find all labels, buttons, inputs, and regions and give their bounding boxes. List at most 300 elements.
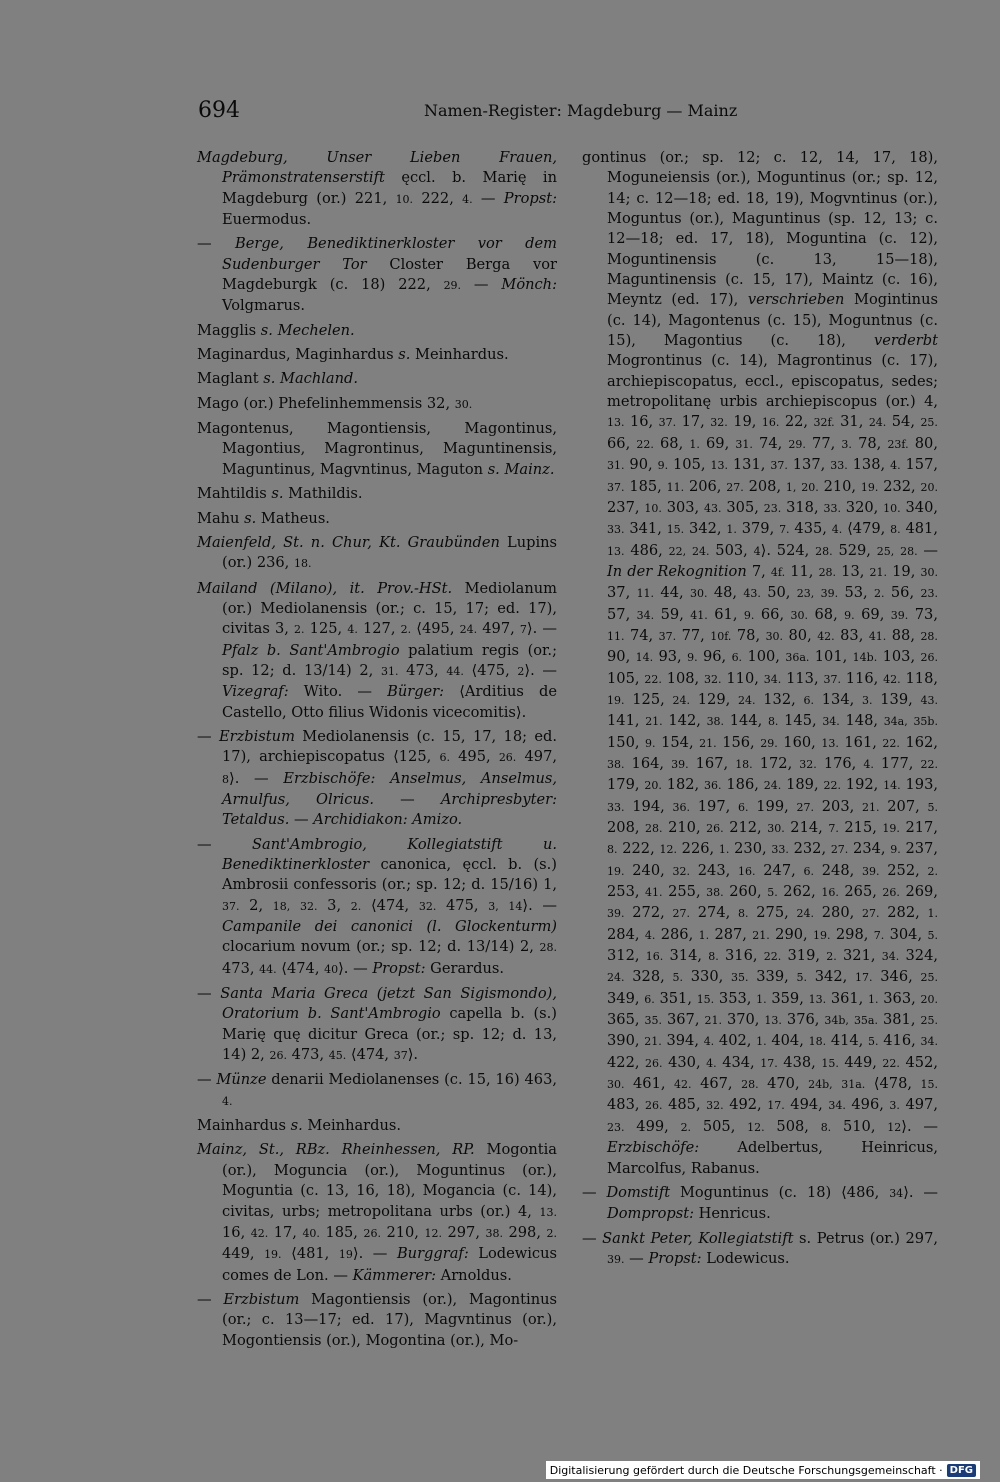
entry-text: 14. xyxy=(883,779,901,793)
entry-text: 22, xyxy=(779,413,814,431)
entry-text: 3. xyxy=(841,437,852,451)
entry-text: Mogintinus (c. 14), Magontenus (c. 15), Moguntnus (c. 15), Magontius (c. 18), xyxy=(607,291,938,350)
entry-text: 9. xyxy=(890,843,901,857)
entry-text: ⟩. xyxy=(407,1046,419,1064)
entry-text: Propst: xyxy=(372,959,426,977)
entry-text: ⟩. — xyxy=(522,896,558,914)
entry-text: 34. xyxy=(822,715,840,729)
entry-text: 15. xyxy=(666,523,685,537)
entry-text: ⟩. — xyxy=(903,1183,938,1201)
entry-text: 2. xyxy=(927,864,938,878)
entry-text: 160, xyxy=(777,733,822,751)
entry-text: 25, xyxy=(876,544,895,558)
entry-text: 5. xyxy=(796,971,807,985)
entry-text: 39. xyxy=(820,587,839,601)
running-head: Namen-Register: Magdeburg — Mainz xyxy=(424,101,738,120)
entry-text: 176, xyxy=(816,754,864,772)
entry-text: 172, xyxy=(752,754,800,772)
entry-text: 194, xyxy=(624,797,673,815)
entry-text: 28. xyxy=(815,544,833,558)
entry-text: 8. xyxy=(607,843,618,857)
entry-text: 40. xyxy=(302,1226,320,1240)
index-entry xyxy=(582,1229,938,1271)
entry-text: 529, xyxy=(832,541,877,559)
entry-text: 141, xyxy=(607,712,646,730)
index-entry xyxy=(197,1070,557,1112)
entry-text: 33. xyxy=(607,523,625,537)
entry-text: 14 xyxy=(508,899,523,913)
entry-text: 177, xyxy=(873,754,921,772)
entry-text: 56, xyxy=(884,584,921,602)
entry-text: Pfalz b. Sant'Ambrogio xyxy=(222,641,400,659)
entry-text: 154, xyxy=(655,733,700,751)
entry-text: 43. xyxy=(920,693,938,707)
entry-text: 7. xyxy=(873,928,885,942)
entry-text: Burggraf: xyxy=(396,1245,469,1263)
entry-text: Mahu xyxy=(197,509,245,527)
entry-text: 1. xyxy=(718,843,730,857)
index-entry xyxy=(197,321,557,341)
entry-text: 1. xyxy=(689,437,700,451)
entry-text: 22. xyxy=(882,1056,900,1070)
entry-text: 320, xyxy=(840,498,884,516)
entry-text: 304, xyxy=(884,925,928,943)
entry-text: 35a. xyxy=(853,1014,878,1028)
entry-text: 167, xyxy=(688,754,736,772)
entry-text: 157, xyxy=(900,456,939,474)
entry-text: 26. xyxy=(645,1099,663,1113)
entry-text: 4. xyxy=(222,1094,233,1108)
entry-text: 24. xyxy=(738,693,756,707)
entry-text: 13. xyxy=(607,544,625,558)
entry-text: 4. xyxy=(706,1056,717,1070)
entry-text: 26. xyxy=(645,1056,663,1070)
entry-text: 61, xyxy=(707,605,744,623)
entry-text: 11. xyxy=(607,629,625,643)
entry-text: 113, xyxy=(781,669,824,687)
entry-text: 287, xyxy=(709,925,753,943)
entry-text: Archipresbyter: Tetaldus. xyxy=(222,790,557,829)
entry-text: — xyxy=(472,189,504,207)
entry-text: 44, xyxy=(654,584,690,602)
entry-text: Lupins (or.) 236, xyxy=(222,533,557,572)
entry-text: ⟩. — xyxy=(338,959,373,977)
entry-text: 475, xyxy=(436,896,489,914)
entry-text: 13. xyxy=(821,736,839,750)
entry-text: 164, xyxy=(624,754,672,772)
index-entry xyxy=(197,1290,557,1351)
entry-text: 28. xyxy=(539,941,557,955)
index-entry xyxy=(197,369,557,389)
entry-text: 27. xyxy=(796,800,814,814)
entry-text: 31a. xyxy=(841,1078,866,1092)
entry-text: 485, xyxy=(662,1096,707,1114)
entry-text: — xyxy=(197,235,235,253)
entry-text: 4. xyxy=(863,757,874,771)
entry-text: Magontenus, Magontiensis, Magontinus, Magontius, Magrontinus, Maguntinensis, Maguntinus, Magvntinus, Maguton xyxy=(197,420,557,478)
entry-text: ⟩. — xyxy=(524,661,557,679)
entry-text: 9. xyxy=(657,459,669,473)
entry-text: 23. xyxy=(607,1120,625,1134)
entry-text: 8. xyxy=(708,950,719,964)
entry-text: 31. xyxy=(381,664,399,678)
entry-text: 127, xyxy=(357,620,401,638)
entry-text: 402, xyxy=(714,1032,757,1050)
entry-text: — xyxy=(624,1249,649,1267)
entry-text: Matheus. xyxy=(256,509,330,527)
entry-text: 9. xyxy=(844,608,855,622)
entry-text: 260, xyxy=(723,883,768,901)
index-entry xyxy=(197,835,557,980)
entry-text: 41. xyxy=(868,629,887,643)
entry-text: 74, xyxy=(624,626,659,644)
entry-text: 449, xyxy=(838,1053,883,1071)
entry-text: — xyxy=(289,811,314,829)
index-entry xyxy=(582,1183,938,1225)
entry-text: 6. xyxy=(738,800,749,814)
entry-text: Vizegraf: xyxy=(222,683,289,701)
entry-text: palatium regis (or.; sp. 12; d. 13/14) 2, xyxy=(222,641,557,679)
entry-text: Mogrontinus (c. 14), Magrontinus (c. 17), archiepiscopatus, eccl., episcopatus, sedes; metropolitanę urbis archiepiscopus (or.) 4, xyxy=(607,352,938,411)
entry-text: 319, xyxy=(781,947,827,965)
entry-text: 43. xyxy=(704,501,722,515)
entry-text: 497, xyxy=(516,748,557,766)
entry-text: 24. xyxy=(691,544,710,558)
entry-text: 129, xyxy=(690,690,738,708)
entry-text: 39. xyxy=(607,907,625,921)
entry-text: 495, xyxy=(449,748,499,766)
entry-text: 13, xyxy=(836,562,870,580)
entry-text: 19. xyxy=(813,928,831,942)
entry-text: 2. xyxy=(874,587,885,601)
index-entry xyxy=(197,419,557,480)
footer-text: Digitalisierung gefördert durch die Deutsche Forschungsgemeinschaft · xyxy=(549,1463,943,1477)
entry-text: 19 xyxy=(338,1248,353,1262)
entry-text: 44. xyxy=(446,664,464,678)
entry-text: Domstift xyxy=(606,1183,671,1201)
entry-text: 237, xyxy=(900,840,938,858)
index-entry xyxy=(197,509,557,529)
entry-text: 328, xyxy=(624,968,673,986)
entry-text: 12. xyxy=(659,843,677,857)
entry-text: 17. xyxy=(767,1099,785,1113)
entry-text: 8. xyxy=(767,715,779,729)
entry-text: 132, xyxy=(755,690,804,708)
entry-text: 473, xyxy=(222,959,260,977)
entry-text: 24. xyxy=(607,971,625,985)
entry-text: 41. xyxy=(645,886,663,900)
entry-text: 486, xyxy=(624,541,669,559)
entry-text: 27. xyxy=(862,907,880,921)
entry-text: 269, xyxy=(899,883,938,901)
entry-text: 15. xyxy=(821,1056,839,1070)
entry-text: — xyxy=(197,1290,224,1308)
entry-text: 34. xyxy=(828,1099,846,1113)
entry-text: 38. xyxy=(706,715,725,729)
entry-text: — xyxy=(461,276,502,294)
entry-text: Mainz, St., RBz. Rheinhessen, RP. xyxy=(197,1141,475,1159)
entry-text: 13. xyxy=(539,1205,557,1219)
entry-text: 1. xyxy=(868,992,879,1006)
entry-text: 1. xyxy=(927,907,938,921)
entry-text: 449, xyxy=(222,1245,265,1263)
entry-text: 32. xyxy=(299,899,318,913)
entry-text: 18, xyxy=(272,899,291,913)
entry-text xyxy=(290,897,300,914)
entry-text: ⟨474, xyxy=(346,1046,394,1064)
entry-text: 21. xyxy=(869,565,888,579)
entry-text: 15. xyxy=(920,1078,939,1092)
entry-text: 34. xyxy=(881,950,900,964)
entry-text: 1. xyxy=(756,1035,767,1049)
entry-text: Santa Maria Greca (jetzt San Sigismondo), Oratorium b. Sant'Ambrogio xyxy=(220,985,558,1023)
entry-text: Mathildis. xyxy=(283,485,363,503)
entry-text: 80, xyxy=(783,626,818,644)
entry-text: 185, xyxy=(319,1223,364,1241)
entry-text: 24. xyxy=(459,623,478,637)
entry-text: 32. xyxy=(706,1099,724,1113)
entry-text: s. Machland. xyxy=(263,370,358,388)
entry-text: 237, xyxy=(607,498,645,516)
entry-text: 215, xyxy=(838,819,883,836)
entry-text: ⟨481, xyxy=(281,1245,339,1263)
entry-text: 189, xyxy=(781,776,824,794)
entry-text: 59, xyxy=(654,605,691,623)
right-column xyxy=(582,148,938,1270)
entry-text: 247, xyxy=(755,861,804,879)
entry-text: 30. xyxy=(920,565,938,579)
index-entry xyxy=(197,533,557,575)
entry-text: 10. xyxy=(644,501,662,515)
entry-text: Magglis xyxy=(197,321,261,339)
entry-text: 31, xyxy=(834,413,869,431)
entry-text: 66, xyxy=(607,434,637,452)
entry-text: Moguntinus (c. 18) ⟨486, xyxy=(670,1183,890,1201)
index-entry xyxy=(582,148,938,1179)
entry-text: 298, xyxy=(830,925,874,943)
entry-text: 37 xyxy=(393,1049,408,1063)
entry-text: 203, xyxy=(814,797,862,815)
entry-text: 262, xyxy=(777,883,822,901)
entry-text: 139, xyxy=(872,690,921,708)
entry-text: 9. xyxy=(687,651,698,665)
entry-text: 212, xyxy=(723,819,768,836)
entry-text: 27. xyxy=(830,843,849,857)
entry-text: 330, xyxy=(683,968,731,986)
entry-text: 16, xyxy=(624,413,659,431)
entry-text: 12. xyxy=(747,1120,765,1134)
entry-text: 33. xyxy=(771,843,789,857)
index-entry xyxy=(197,1140,557,1285)
entry-text: s. xyxy=(244,509,257,527)
entry-text: 21. xyxy=(644,1035,662,1049)
entry-text: Mailand (Milano), it. Prov.-HSt. xyxy=(197,579,453,597)
entry-text: 217, xyxy=(899,819,938,836)
entry-text: 234, xyxy=(848,840,891,858)
entry-text: 68, xyxy=(808,605,845,623)
entry-text xyxy=(499,897,509,914)
entry-text: 185, xyxy=(624,477,667,495)
entry-text: 265, xyxy=(838,883,883,901)
entry-text: 290, xyxy=(769,925,814,943)
entry-text: 18. xyxy=(735,757,753,771)
entry-text: 22. xyxy=(823,779,841,793)
entry-text: 73, xyxy=(908,605,938,623)
entry-text: 232, xyxy=(788,840,831,858)
entry-text: 148, xyxy=(839,712,884,730)
entry-text: 199, xyxy=(748,797,797,815)
entry-text: Wito. — xyxy=(288,683,388,701)
entry-text: 36a. xyxy=(785,651,810,665)
entry-text: 11, xyxy=(785,562,819,580)
entry-text: 2. xyxy=(826,950,837,964)
entry-text: 34. xyxy=(763,672,782,686)
entry-text: 483, xyxy=(607,1096,646,1114)
entry-text: ⟨Arditius de Castello, Otto filius Widonis vicecomitis⟩. xyxy=(222,683,557,721)
entry-text: 414, xyxy=(826,1032,869,1050)
entry-text: Mahtildis xyxy=(197,485,272,503)
entry-text: 26. xyxy=(706,822,724,835)
entry-text: 5. xyxy=(672,971,683,985)
entry-text: 275, xyxy=(748,904,797,922)
entry-text: 24. xyxy=(672,693,690,707)
entry-text: ⟨474, xyxy=(361,896,419,914)
entry-text: 280, xyxy=(814,904,862,922)
index-entry xyxy=(197,148,557,230)
entry-text: 416, xyxy=(878,1032,921,1050)
entry-text: Mainhardus xyxy=(197,1117,291,1135)
entry-text: 22. xyxy=(763,950,782,964)
entry-text: 206, xyxy=(684,477,727,495)
entry-text: Archidiakon: Amizo. xyxy=(313,811,463,829)
entry-text: 1. xyxy=(726,523,737,537)
entry-text: 367, xyxy=(661,1011,705,1029)
entry-text: 19. xyxy=(882,822,900,835)
entry-text: 37. xyxy=(770,459,788,473)
entry-text: 390, xyxy=(607,1032,645,1050)
entry-text: 19. xyxy=(607,864,625,878)
entry-text: 1. xyxy=(698,928,710,942)
entry-text: 69, xyxy=(854,605,891,623)
entry-text: 156, xyxy=(716,733,761,751)
entry-text: 365, xyxy=(607,1011,645,1029)
entry-text: 222, xyxy=(617,840,660,858)
entry-text: — xyxy=(197,985,221,1003)
entry-text: 8 xyxy=(222,772,229,786)
entry-text: 17. xyxy=(855,971,873,985)
entry-text: 6. xyxy=(803,693,814,707)
entry-text: 4 xyxy=(753,544,761,558)
entry-text: Erzbischöfe: Anselmus, Anselmus, Arnulfus, Olricus. xyxy=(222,769,557,808)
entry-text: 25. xyxy=(920,971,938,985)
entry-text: 15. xyxy=(696,992,715,1006)
entry-text: 34b, xyxy=(824,1014,849,1028)
entry-text: 32. xyxy=(799,757,817,771)
entry-text: 8. xyxy=(890,523,901,537)
entry-text: 305, xyxy=(721,498,764,516)
entry-text: 243, xyxy=(690,861,738,879)
entry-text: 40 xyxy=(324,962,339,976)
entry-text: 226, xyxy=(676,840,719,858)
entry-text: 39. xyxy=(890,608,909,622)
entry-text: s. Petrus (or.) 297, xyxy=(793,1229,938,1247)
entry-text: 253, xyxy=(607,883,646,901)
entry-text: 6. xyxy=(439,751,450,765)
entry-text: 21. xyxy=(699,736,717,750)
entry-text: 96, xyxy=(697,648,732,666)
entry-text: 2 xyxy=(517,664,525,678)
entry-text: 22, xyxy=(668,544,687,558)
entry-text: 39. xyxy=(862,864,880,878)
entry-text: 22. xyxy=(920,757,938,771)
entry-text: 16, xyxy=(222,1223,251,1241)
entry-text: 208, xyxy=(743,477,786,495)
entry-text: ⟩. — xyxy=(352,1245,397,1263)
entry-text: 6. xyxy=(731,651,743,665)
entry-text: 7. xyxy=(828,822,839,835)
entry-text: 505, xyxy=(691,1117,748,1135)
entry-text: 28. xyxy=(920,629,938,643)
entry-text: 31. xyxy=(735,437,753,451)
index-entry xyxy=(197,727,557,831)
entry-text: 461, xyxy=(624,1075,675,1093)
entry-text: 103, xyxy=(877,648,921,666)
entry-text: 4. xyxy=(831,523,843,537)
entry-text: 6. xyxy=(644,992,655,1006)
entry-text: 29. xyxy=(443,279,462,293)
entry-text: 30. xyxy=(790,608,809,622)
entry-text: 30. xyxy=(765,629,784,643)
entry-text: 37. xyxy=(823,672,841,686)
entry-text: 32f. xyxy=(813,416,835,430)
entry-text: 34. xyxy=(920,1035,938,1049)
entry-text: 29. xyxy=(788,437,806,451)
entry-text: 13. xyxy=(710,459,728,473)
entry-text: 13. xyxy=(607,416,625,430)
entry-text: 32. xyxy=(710,416,728,430)
entry-text: 508, xyxy=(764,1117,821,1135)
entry-text: 12. xyxy=(424,1226,442,1240)
entry-text: 78, xyxy=(731,626,766,644)
entry-text: 105, xyxy=(607,669,645,687)
entry-text: 69, xyxy=(699,434,736,452)
entry-text: 44. xyxy=(259,962,277,976)
entry-text: — xyxy=(374,790,441,808)
entry-text: Meinhardus. xyxy=(410,346,509,364)
entry-text: 497, xyxy=(899,1096,938,1114)
entry-text: 22. xyxy=(644,672,662,686)
entry-text: 32. xyxy=(418,899,437,913)
entry-text: verderbt xyxy=(873,332,938,350)
entry-text: clocarium novum (or.; sp. 12; d. 13/14) 2, xyxy=(222,938,540,956)
entry-text: 26. xyxy=(882,886,900,900)
entry-text: 11. xyxy=(666,480,685,494)
entry-text: 29. xyxy=(760,736,778,750)
entry-text: 37. xyxy=(658,416,677,430)
entry-text: 23. xyxy=(763,501,782,515)
entry-text: 33. xyxy=(607,800,625,814)
entry-text: 341, xyxy=(624,520,667,538)
entry-text: 42. xyxy=(883,672,901,686)
entry-text: ęccl. b. Marię in Magdeburg (or.) 221, xyxy=(222,169,557,207)
index-entry xyxy=(197,484,557,504)
entry-text: Propst: xyxy=(503,189,557,207)
page-number: 694 xyxy=(198,98,240,123)
entry-text: 207, xyxy=(879,797,928,815)
entry-text: 351, xyxy=(654,989,697,1007)
entry-text: 21. xyxy=(704,1014,722,1028)
entry-text: 7, xyxy=(746,562,771,580)
